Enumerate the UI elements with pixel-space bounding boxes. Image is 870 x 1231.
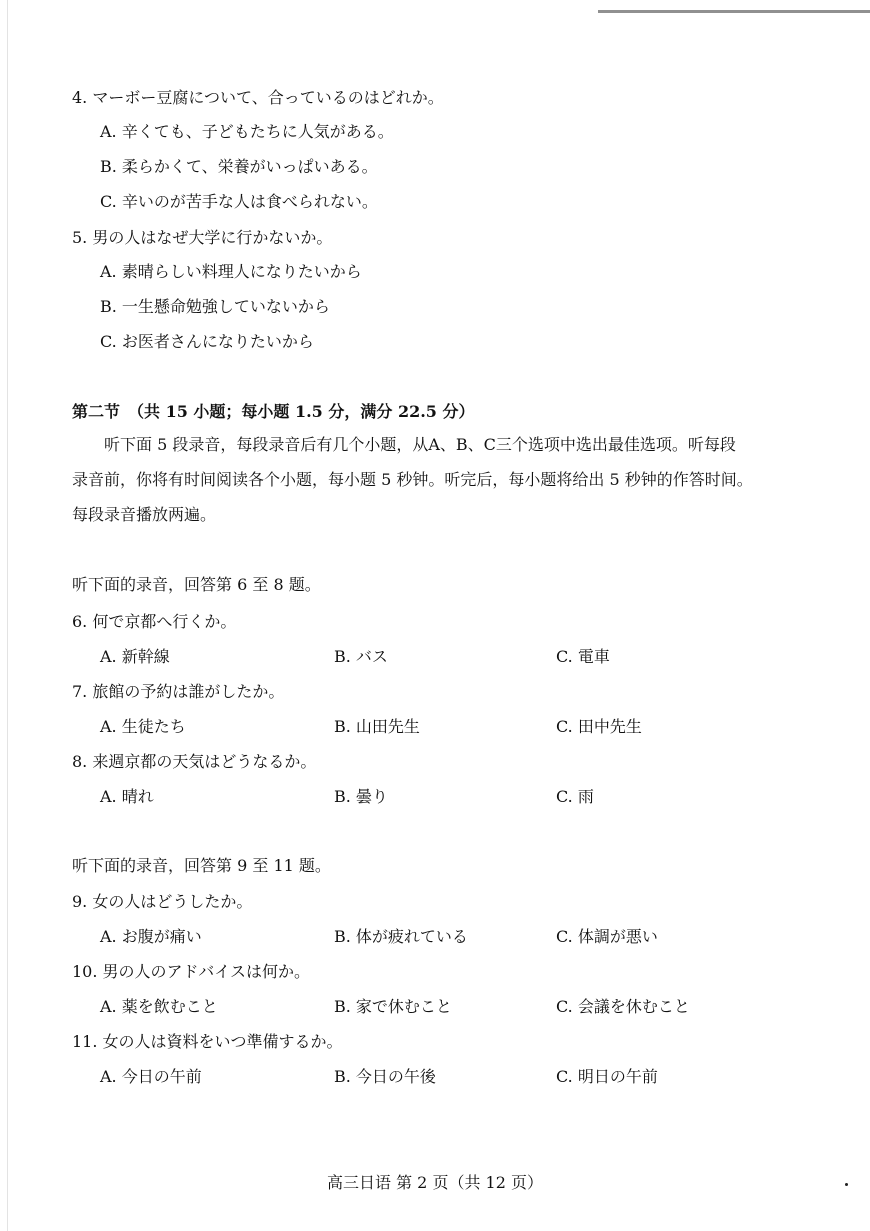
question-5-option-a: A. 素晴らしい料理人になりたいから xyxy=(100,262,362,281)
question-11-option-c: C. 明日の午前 xyxy=(556,1067,658,1086)
question-10-option-c: C. 会議を休むこと xyxy=(556,997,690,1016)
page-footer: 高三日语 第 2 页（共 12 页） xyxy=(327,1173,543,1192)
question-4-option-c: C. 辛いのが苦手な人は食べられない。 xyxy=(100,192,378,211)
question-4-option-a: A. 辛くても、子どもたちに人気がある。 xyxy=(100,122,394,141)
question-11-stem: 11. 女の人は資料をいつ準備するか。 xyxy=(72,1032,343,1051)
question-6-stem: 6. 何で京都へ行くか。 xyxy=(72,612,237,631)
question-11-option-b: B. 今日の午後 xyxy=(334,1067,436,1086)
instructions-line-3: 每段录音播放两遍。 xyxy=(72,505,217,524)
question-9-stem: 9. 女の人はどうしたか。 xyxy=(72,892,253,911)
question-10-option-b: B. 家で休むこと xyxy=(334,997,452,1016)
question-7-stem: 7. 旅館の予約は誰がしたか。 xyxy=(72,682,285,701)
question-5-stem: 5. 男の人はなぜ大学に行かないか。 xyxy=(72,228,333,247)
section-2-heading: 第二节 （共 15 小题；每小题 1.5 分，满分 22.5 分） xyxy=(72,402,475,421)
instructions-line-1: 听下面 5 段录音，每段录音后有几个小题，从A、B、C三个选项中选出最佳选项。听每段 xyxy=(104,435,736,454)
question-5-option-b: B. 一生懸命勉強していないから xyxy=(100,297,330,316)
scan-speck xyxy=(845,1183,848,1186)
question-5-option-c: C. お医者さんになりたいから xyxy=(100,332,314,351)
question-9-option-c: C. 体調が悪い xyxy=(556,927,658,946)
question-4-stem: 4. マーボー豆腐について、合っているのはどれか。 xyxy=(72,88,444,107)
question-9-option-a: A. お腹が痛い xyxy=(100,927,202,946)
question-10-stem: 10. 男の人のアドバイスは何か。 xyxy=(72,962,311,981)
question-6-option-b: B. バス xyxy=(334,647,388,666)
scan-edge-left xyxy=(7,0,8,1231)
group-2-lead: 听下面的录音，回答第 9 至 11 题。 xyxy=(72,856,331,875)
question-6-option-a: A. 新幹線 xyxy=(100,647,170,666)
question-7-option-c: C. 田中先生 xyxy=(556,717,642,736)
question-4-option-b: B. 柔らかくて、栄養がいっぱいある。 xyxy=(100,157,378,176)
question-8-option-c: C. 雨 xyxy=(556,787,594,806)
question-7-option-a: A. 生徒たち xyxy=(100,717,186,736)
question-10-option-a: A. 薬を飲むこと xyxy=(100,997,218,1016)
question-6-option-c: C. 電車 xyxy=(556,647,610,666)
scan-edge-line xyxy=(598,10,870,13)
question-8-stem: 8. 来週京都の天気はどうなるか。 xyxy=(72,752,317,771)
instructions-line-2: 录音前，你将有时间阅读各个小题，每小题 5 秒钟。听完后，每小题将给出 5 秒钟的作答时间。 xyxy=(72,470,753,489)
question-8-option-a: A. 晴れ xyxy=(100,787,154,806)
question-11-option-a: A. 今日の午前 xyxy=(100,1067,202,1086)
question-9-option-b: B. 体が疲れている xyxy=(334,927,468,946)
group-1-lead: 听下面的录音，回答第 6 至 8 题。 xyxy=(72,575,321,594)
question-7-option-b: B. 山田先生 xyxy=(334,717,420,736)
question-8-option-b: B. 曇り xyxy=(334,787,388,806)
